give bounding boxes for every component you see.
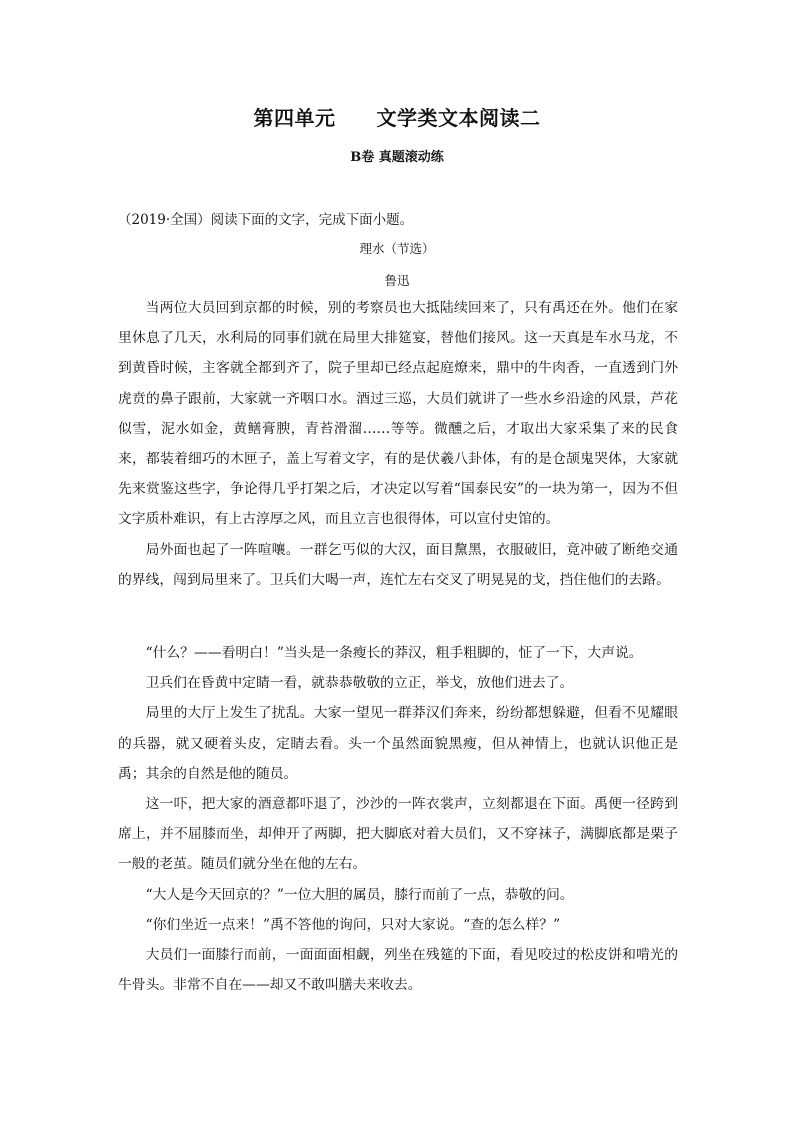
article-title: 理水（节选）	[359, 241, 435, 256]
paragraph: 卫兵们在昏黄中定睛一看，就恭恭敬敬的立正，举戈，放他们进去了。	[145, 675, 574, 692]
paragraph: 局里的大厅上发生了扰乱。大家一望见一群莽汉们奔来，纷纷都想躲避，但看不见耀眼的兵器，就又硬着头皮，定睛去看。头一个虽然面貌黑瘦，但从神情上，也就认识他正是禹；其余的自然是他的随员。	[118, 705, 678, 782]
article-body-part-2	[118, 638, 678, 1000]
paragraph: “大人是今天回京的？”一位大胆的属员，膝行而前了一点，恭敬的问。	[145, 886, 574, 903]
paragraph: 局外面也起了一阵喧嚷。一群乞丐似的大汉，面目黧黑，衣服破旧，竟冲破了断绝交通的界线，闯到局里来了。卫兵们大喝一声，连忙左右交叉了明晃晃的戈，挡住他们的去路。	[118, 541, 678, 588]
paragraph: 当两位大员回到京都的时候，别的考察员也大抵陆续回来了，只有禹还在外。他们在家里休息了几天，水利局的同事们就在局里大排筵宴，替他们接风。这一天真是车水马龙，不到黄昏时候，主客就全都到齐了，院子里却已经点起庭燎来，鼎中的牛肉香，一直透到门外虎贲的鼻子跟前，大家就一齐咽口水。酒过三巡，大员们就讲了一些水乡沿途的风景，芦花似雪，泥水如金，黄鳝膏腴，青苔滑溜……等等。微醺之后，才取出大家采集了来的民食来，都装着细巧的木匣子，盖上写着文字，有的是伏羲八卦体，有的是仓颉鬼哭体，大家就先来赏鉴这些字，争论得几乎打架之后，才决定以写着“国泰民安”的一块为第一，因为不但文字质朴难识，有上古淳厚之风，而且立言也很得体，可以宣付史馆的。	[118, 300, 678, 528]
paragraph: 这一吓，把大家的酒意都吓退了，沙沙的一阵衣裳声，立刻都退在下面。禹便一径跨到席上，并不屈膝而坐，却伸开了两脚，把大脚底对着大员们，又不穿袜子，满脚底都是栗子一般的老茧。随员们就分坐在他的左右。	[118, 796, 678, 873]
article-author: 鲁迅	[384, 273, 410, 288]
page-subtitle: B卷 真题滚动练	[350, 150, 444, 165]
paragraph: “你们坐近一点来！”禹不答他的询问，只对大家说。“查的怎么样？”	[145, 916, 561, 933]
paragraph: “什么？——看明白！”当头是一条瘦长的莽汉，粗手粗脚的，怔了一下，大声说。	[145, 645, 643, 661]
page-title: 第四单元 文学类文本阅读二	[253, 106, 541, 130]
article-body-part-1	[118, 293, 678, 595]
paragraph: 大员们一面膝行而前，一面面面相觑，列坐在残筵的下面，看见咬过的松皮饼和啃光的牛骨头。非常不自在——却又不敢叫膳夫来收去。	[118, 946, 678, 993]
question-intro: （2019·全国）阅读下面的文字，完成下面小题。	[118, 212, 414, 228]
